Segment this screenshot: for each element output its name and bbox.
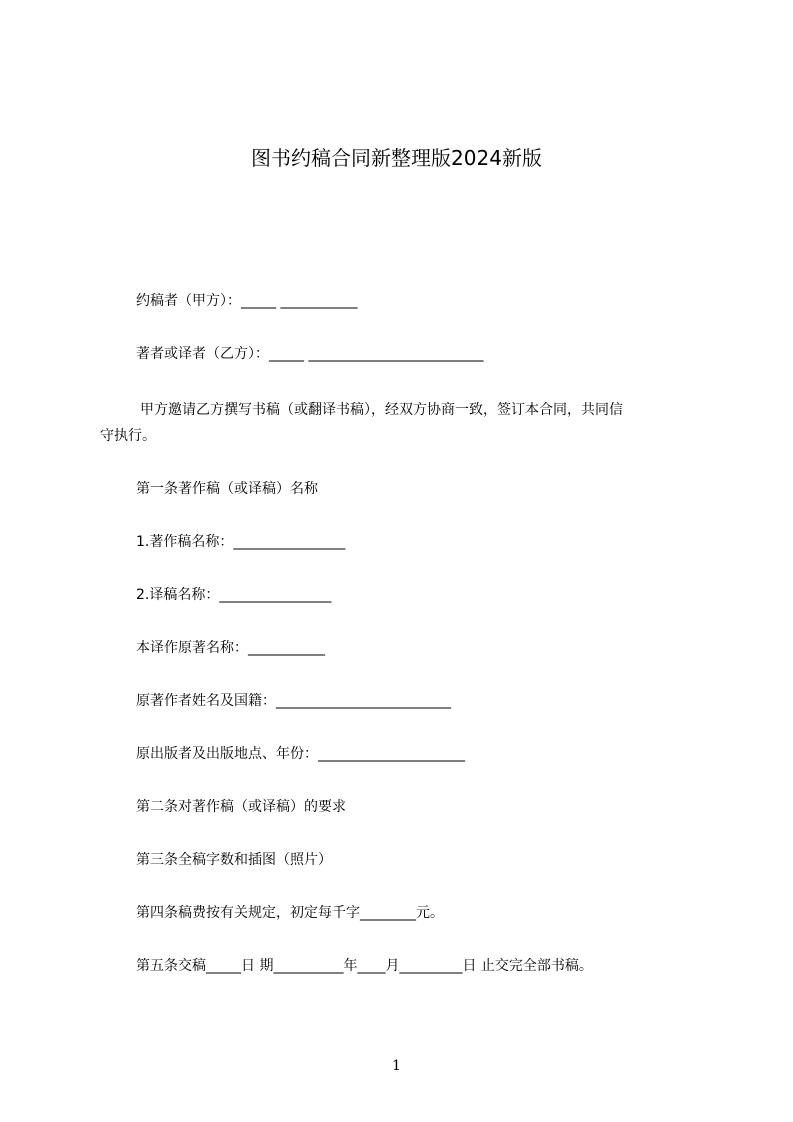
original-publisher-line: 原出版者及出版地点、年份：_____________________ [136, 746, 465, 762]
work-title-line: 1.著作稿名称：________________ [136, 534, 346, 550]
article-4-line: 第四条稿费按有关规定，初定每千字________元。 [136, 905, 444, 921]
article-5-line: 第五条交稿_____日 期__________年____月_________日 止交完全部书稿。 [136, 958, 593, 974]
intro-paragraph-line-2: 守执行。 [100, 428, 156, 444]
document-title: 图书约稿合同新整理版2024新版 [251, 146, 542, 170]
original-author-line: 原著作者姓名及国籍：_________________________ [136, 693, 451, 709]
intro-paragraph [100, 397, 701, 449]
page-number: 1 [392, 1058, 401, 1074]
article-3-heading: 第三条全稿字数和插图（照片） [136, 852, 332, 868]
article-1-heading: 第一条著作稿（或译稿）名称 [136, 481, 318, 497]
party-b-line: 著者或译者（乙方）：_____ _________________________ [136, 346, 484, 362]
article-2-heading: 第二条对著作稿（或译稿）的要求 [136, 799, 346, 815]
translation-title-line: 2.译稿名称：________________ [136, 587, 332, 603]
party-a-line: 约稿者（甲方）：_____ ___________ [136, 293, 358, 309]
intro-paragraph-line-1: 甲方邀请乙方撰写书稿（或翻译书稿），经双方协商一致，签订本合同，共同信 [140, 402, 623, 418]
original-title-line: 本译作原著名称：___________ [136, 640, 325, 656]
